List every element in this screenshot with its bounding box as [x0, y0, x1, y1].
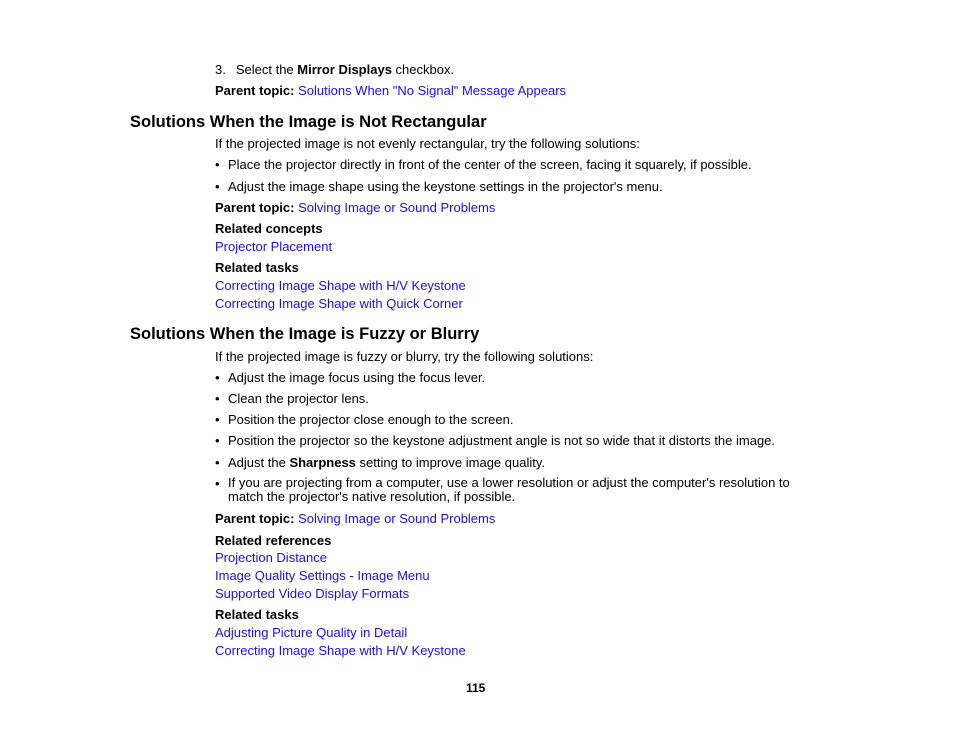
bullet-text: Clean the projector lens.	[228, 391, 369, 406]
top-parent-topic	[215, 83, 566, 98]
related-concepts-heading: Related concepts	[215, 221, 323, 236]
bullet-text-prefix: Adjust the	[228, 455, 290, 470]
related-tasks-heading: Related tasks	[215, 607, 299, 622]
step-text-suffix: checkbox.	[391, 62, 455, 77]
list-item	[0, 179, 954, 194]
heading-not-rectangular: Solutions When the Image is Not Rectangular	[130, 113, 487, 131]
link-projection-distance[interactable]: Projection Distance	[215, 550, 327, 565]
bullet-marker: •	[215, 179, 220, 194]
list-item	[0, 391, 954, 406]
sharpness-term: Sharpness	[289, 455, 356, 470]
bullet-marker: •	[215, 157, 220, 172]
link-adjusting-picture-quality[interactable]: Adjusting Picture Quality in Detail	[215, 625, 408, 640]
section1-intro: If the projected image is not evenly rectangular, try the following solutions:	[215, 136, 640, 151]
bullet-text: Position the projector so the keystone adjustment angle is not so wide that it distorts the image.	[228, 433, 776, 448]
parent-topic-label: Parent topic:	[215, 511, 295, 526]
link-no-signal-solutions[interactable]: Solutions When "No Signal" Message Appears	[298, 83, 567, 98]
link-hv-keystone[interactable]: Correcting Image Shape with H/V Keystone	[215, 278, 466, 293]
heading-fuzzy-blurry: Solutions When the Image is Fuzzy or Blurry	[130, 325, 480, 343]
list-item	[0, 476, 954, 506]
bullet-text: Adjust the image focus using the focus lever.	[228, 370, 486, 385]
list-item	[0, 370, 954, 385]
list-item	[0, 433, 954, 448]
bullet-marker: •	[215, 370, 220, 385]
section1-parent-topic	[215, 200, 495, 215]
list-item	[0, 412, 954, 427]
bullet-marker: •	[215, 455, 220, 470]
bullet-marker: •	[215, 433, 220, 448]
parent-topic-label: Parent topic:	[215, 200, 295, 215]
list-item	[0, 455, 954, 470]
bullet-marker: •	[215, 476, 220, 491]
related-tasks-heading: Related tasks	[215, 260, 299, 275]
related-references-heading: Related references	[215, 533, 332, 548]
bullet-text: Adjust the image shape using the keystone settings in the projector's menu.	[228, 179, 663, 194]
section2-parent-topic	[215, 511, 495, 526]
link-projector-placement[interactable]: Projector Placement	[215, 239, 333, 254]
link-supported-video-formats[interactable]: Supported Video Display Formats	[215, 586, 410, 601]
bullet-text: Position the projector close enough to the screen.	[228, 412, 514, 427]
bullet-text: Place the projector directly in front of the center of the screen, facing it squarely, if possible.	[228, 157, 752, 172]
parent-topic-label: Parent topic:	[215, 83, 295, 98]
step-text-prefix: Select the	[235, 62, 298, 77]
bullet-text	[228, 455, 545, 470]
link-image-quality-settings[interactable]: Image Quality Settings - Image Menu	[215, 568, 430, 583]
bullet-text: If you are projecting from a computer, use a lower resolution or adjust the computer's resolution to match the projector's native resolution, if possible.	[228, 475, 790, 504]
step-3	[215, 62, 454, 77]
list-item	[0, 157, 954, 172]
section2-intro: If the projected image is fuzzy or blurry, try the following solutions:	[215, 349, 594, 364]
bullet-text-suffix: setting to improve image quality.	[355, 455, 545, 470]
link-solving-image-sound-problems[interactable]: Solving Image or Sound Problems	[298, 200, 496, 215]
page-number: 115	[466, 681, 486, 695]
mirror-displays-term: Mirror Displays	[297, 62, 392, 77]
link-hv-keystone[interactable]: Correcting Image Shape with H/V Keystone	[215, 643, 466, 658]
link-solving-image-sound-problems[interactable]: Solving Image or Sound Problems	[298, 511, 496, 526]
link-quick-corner[interactable]: Correcting Image Shape with Quick Corner	[215, 296, 463, 311]
bullet-marker: •	[215, 412, 220, 427]
step-number: 3.	[215, 62, 226, 77]
bullet-marker: •	[215, 391, 220, 406]
